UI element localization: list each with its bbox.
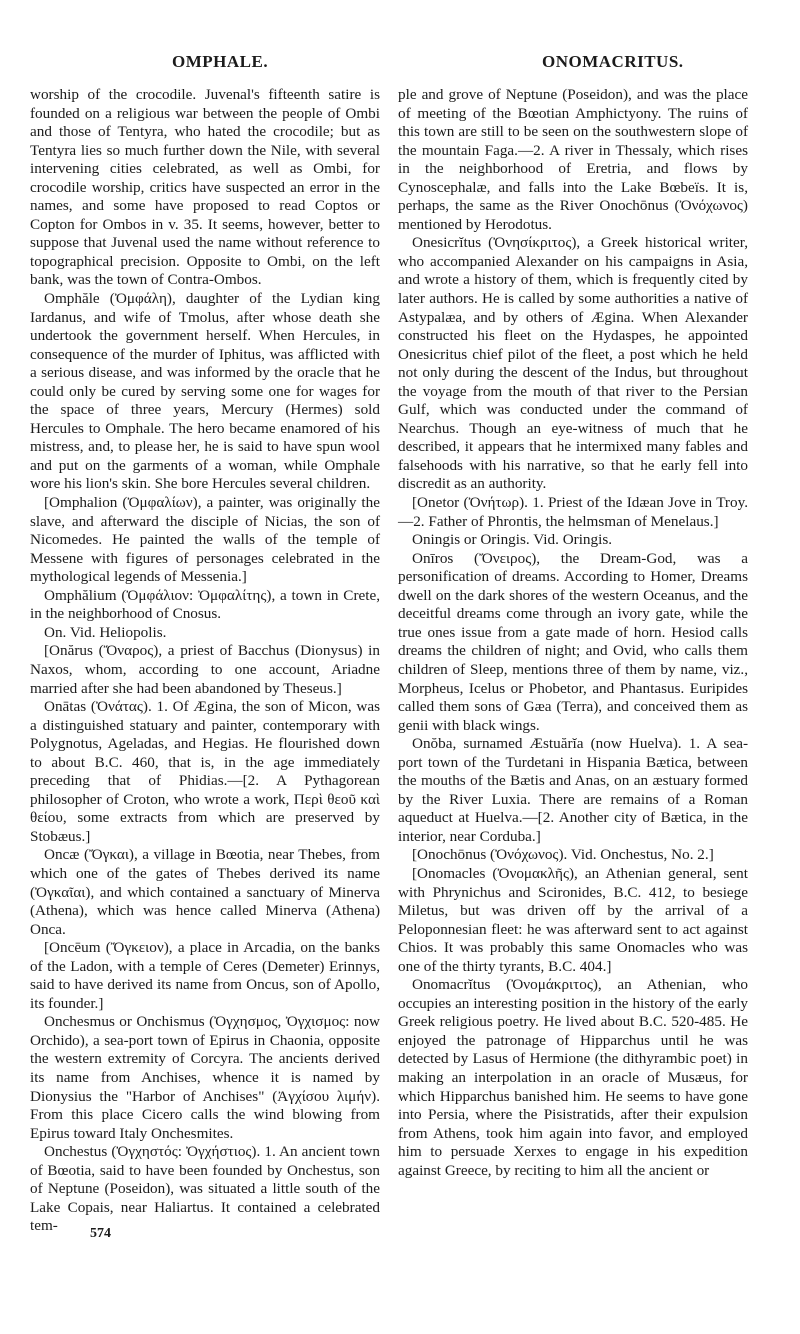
header-left-headword: OMPHALE. xyxy=(172,52,269,71)
entry-paragraph: Onchestus (Ὀγχηστός: Ὀγχήστιος). 1. An ancient town of Bœotia, said to have been founded by Onchestus, son of Neptune (Poseidon), was situated a little south of the Lake Copais, near Haliartus. It contained a celebrated tem- xyxy=(30,1143,380,1235)
entry-paragraph: Onātas (Ὀνάτας). 1. Of Ægina, the son of Micon, was a distinguished statuary and painter, contemporary with Polygnotus, Ageladas, and Hegias. He flourished down to about B.C. 460, that is, in the age immediately preceding that of Phidias.—[2. A Pythagorean philosopher of Croton, who wrote a work, Περὶ θεοῦ καὶ θείου, some extracts from which are preserved by Stobæus.] xyxy=(30,698,380,845)
entry-paragraph: Onchesmus or Onchismus (Ὀγχησμος, Ὀγχισμος: now Orchido), a sea-port town of Epirus in Chaonia, opposite the western extremity of Corcyra. The ancients derived its name from Anchises, whence it is named by Dionysius the "Harbor of Anchises" (Ἀγχίσου λιμήν). From this place Cicero calls the wind blowing from Epirus toward Italy Onchesmites. xyxy=(30,1013,380,1142)
entry-paragraph: ple and grove of Neptune (Poseidon), and was the place of meeting of the Bœotian Amphictyony. The ruins of this town are still to be seen on the southwestern slope of the mountain Faga.—2. A river in Thessaly, which rises in the neighborhood of Eretria, and flows by Cynoscephalæ, and falls into the Lake Bœbeïs. It is, perhaps, the same as the River Onochōnus (Ὀνόχωνος) mentioned by Herodotus. xyxy=(398,86,748,233)
running-header xyxy=(30,52,770,76)
entry-paragraph: Onesicrĭtus (Ὀνησίκριτος), a Greek historical writer, who accompanied Alexander on his campaigns in Asia, and wrote a history of them, which is frequently cited by later authors. He is called by some authorities a native of Astypalæa, and by others of Ægina. When Alexander constructed his fleet on the Hydaspes, he appointed Onesicritus chief pilot of the fleet, a post which he held not only during the descent of the Indus, but throughout the voyage from the mouth of that river to the Persian Gulf, which was conducted under the command of Nearchus. Though an eye-witness of much that he described, it appears that he intermixed many fables and falsehoods with his narrative, so that he early fell into discredit as an authority. xyxy=(398,234,748,493)
entry-paragraph: [Onochōnus (Ὀνόχωνος). Vid. Onchestus, No. 2.] xyxy=(412,846,714,864)
entry-paragraph: [Onărus (Ὄναρος), a priest of Bacchus (Dionysus) in Naxos, whom, according to one account, Ariadne married after she had been abandoned by Theseus.] xyxy=(30,642,380,697)
entry-paragraph: On. Vid. Heliopolis. xyxy=(44,623,167,641)
entry-paragraph: [Omphalion (Ὀμφαλίων), a painter, was originally the slave, and afterward the disciple of Nicias, the son of Nicomedes. He painted the walls of the temple of Messene with figures of personages celebrated in the mythological legends of Messenia.] xyxy=(30,494,380,586)
left-column xyxy=(30,86,380,1236)
entry-paragraph: [Onetor (Ὀνήτωρ). 1. Priest of the Idæan Jove in Troy.—2. Father of Phrontis, the helmsman of Menelaus.] xyxy=(398,494,748,530)
header-right-headword: ONOMACRITUS. xyxy=(542,52,684,71)
entry-paragraph: Onomacrĭtus (Ὀνομάκριτος), an Athenian, who occupies an interesting position in the history of the early Greek religious poetry. He lived about B.C. 520-485. He enjoyed the patronage of Hipparchus until he was detected by Lasus of Hermione (the dithyrambic poet) in making an interpolation in an oracle of Musæus, for which Hipparchus banished him. He seems to have gone into Persia, where the Pisistratids, after their expulsion from Athens, took him again into favor, and employed him to persuade Xerxes to engage in his expedition against Greece, by reciting to him all the ancient or xyxy=(398,976,748,1179)
entry-paragraph: [Onomacles (Ὀνομακλῆς), an Athenian general, sent with Phrynichus and Scironides, B.C. 412, to besiege Miletus, but was driven off by the arrival of a Peloponnesian fleet: he was afterward sent to act against Chios. It was probably this same Onomacles who was one of the thirty tyrants, B.C. 404.] xyxy=(398,864,748,975)
entry-paragraph: Oncæ (Ὄγκαι), a village in Bœotia, near Thebes, from which one of the gates of Thebes derived its name (Ὀγκαῖαι), and which contained a sanctuary of Minerva (Athena), which was hence called Minerva (Athena) Onca. xyxy=(30,846,380,938)
right-column xyxy=(398,86,748,1180)
entry-paragraph: Omphălium (Ὀμφάλιον: Ὀμφαλίτης), a town in Crete, in the neighborhood of Cnosus. xyxy=(30,586,380,623)
entry-paragraph: Omphăle (Ὀμφάλη), daughter of the Lydian king Iardanus, and wife of Tmolus, after whose death she undertook the government herself. When Hercules, in consequence of the murder of Iphitus, was afflicted with a serious disease, and was informed by the oracle that he could only be cured by serving some one for wages for the space of three years, Mercury (Hermes) sold Hercules to Omphale. The hero became enamored of his mistress, and, to please her, he is said to have spun wool and put on the garments of a woman, while Omphale wore his lion's skin. She bore Hercules several children. xyxy=(30,290,380,493)
entry-paragraph: Oningis or Oringis. Vid. Oringis. xyxy=(412,531,613,549)
entry-paragraph: Onīros (Ὄνειρος), the Dream-God, was a personification of dreams. According to Homer, Dreams dwell on the dark shores of the western Oceanus, and the deceitful dreams come through an ivory gate, while the true ones issue from a gate made of horn. Hesiod calls dreams the children of night; and Ovid, who calls them children of Sleep, mentions three of them by name, viz., Morpheus, Icelus or Phobetor, and Phantasus. Euripides called them sons of Gæa (Terra), and conceived them as genii with black wings. xyxy=(398,549,748,734)
entry-paragraph: Onŏba, surnamed Æstuărĭa (now Huelva). 1. A sea-port town of the Turdetani in Hispania Bætica, between the mouths of the Bætis and Anas, on an æstuary formed by the River Luxia. There are remains of a Roman aqueduct at Huelva.—[2. Another city of Bætica, in the interior, near Corduba.] xyxy=(398,735,748,845)
entry-paragraph: worship of the crocodile. Juvenal's fifteenth satire is founded on a religious war between the people of Ombi and those of Tentyra, who hated the crocodile; but as Tentyra lies so much further down the Nile, with several intervening cities celebrated, as well as Ombi, for crocodile worship, critics have suspected an error in the names, and some have proposed to read Coptos or Copton for Ombos in v. 35. It seems, however, better to suppose that Juvenal used the name without reference to topographical precision. Opposite to Ombi, on the left bank, was the town of Contra-Ombos. xyxy=(30,86,380,289)
page-number: 574 xyxy=(90,1226,111,1241)
entry-paragraph: [Oncēum (Ὄγκειον), a place in Arcadia, on the banks of the Ladon, with a temple of Ceres (Demeter) Erinnys, said to have derived its name from Oncus, son of Apollo, its founder.] xyxy=(30,939,380,1012)
